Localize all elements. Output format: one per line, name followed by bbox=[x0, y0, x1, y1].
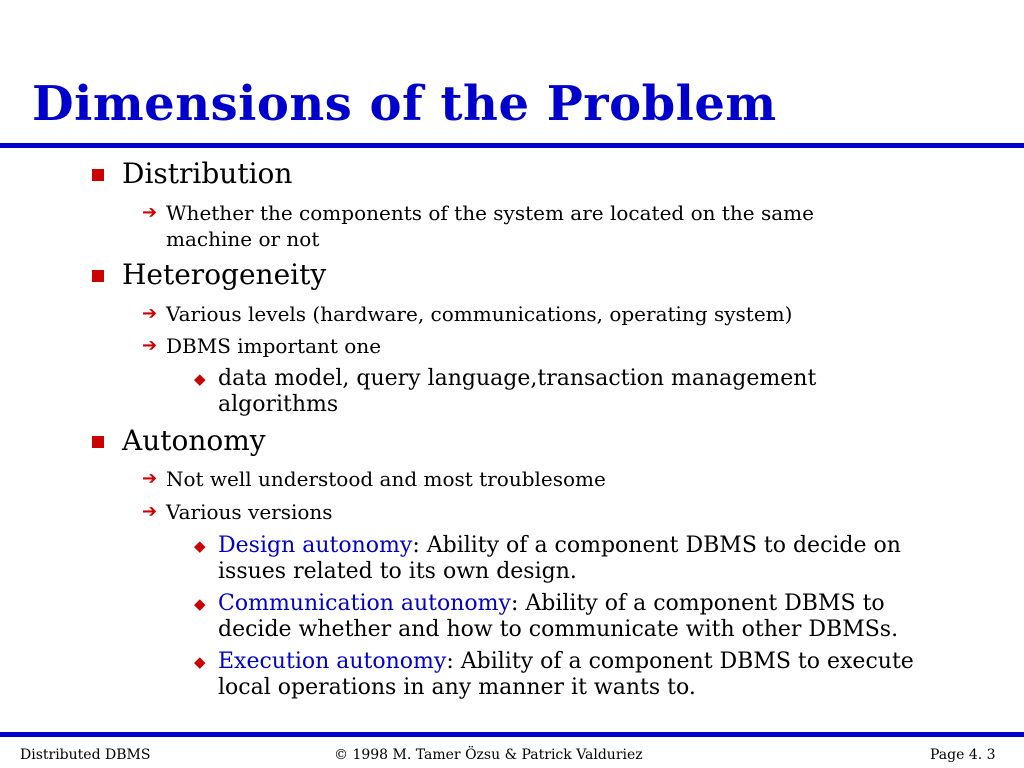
sub-sub-bullet-line: decide whether and how to communicate with other DBMSs. bbox=[218, 617, 899, 642]
bullet-autonomy bbox=[122, 424, 266, 457]
bullet-distribution bbox=[122, 157, 292, 190]
term-execution-autonomy: Execution autonomy bbox=[218, 649, 447, 674]
footer-page-number: Page 4. 3 bbox=[930, 747, 996, 763]
bullet-heading: Autonomy bbox=[122, 424, 266, 457]
diamond-bullet-icon: ◆ bbox=[194, 370, 206, 388]
footer-rule bbox=[0, 732, 1024, 737]
sub-bullet-versions bbox=[142, 499, 333, 525]
sub-bullet-line: machine or not bbox=[166, 227, 320, 251]
square-bullet-icon bbox=[92, 270, 104, 282]
sub-sub-bullet-line: algorithms bbox=[218, 392, 339, 417]
sub-sub-bullet-line bbox=[218, 591, 898, 617]
sub-bullet-dbms bbox=[142, 333, 382, 359]
sub-bullet-levels bbox=[142, 301, 793, 327]
diamond-bullet-icon: ◆ bbox=[194, 537, 206, 555]
sub-sub-bullet-line bbox=[218, 649, 914, 675]
sub-sub-bullet-line: data model, query language,transaction management bbox=[218, 366, 817, 391]
definition-text: : Ability of a component DBMS to decide on bbox=[412, 533, 901, 558]
title-rule bbox=[0, 143, 1024, 148]
bullet-heterogeneity bbox=[122, 258, 326, 291]
sub-sub-bullet-design-autonomy bbox=[194, 533, 901, 585]
square-bullet-icon bbox=[92, 169, 104, 181]
bullet-heading: Heterogeneity bbox=[122, 258, 327, 291]
sub-bullet-line: Whether the components of the system are located on the same bbox=[166, 201, 814, 225]
diamond-bullet-icon: ◆ bbox=[194, 595, 206, 613]
arrow-bullet-icon: ➔ bbox=[142, 202, 158, 223]
term-design-autonomy: Design autonomy bbox=[218, 533, 413, 558]
sub-bullet-troublesome bbox=[142, 466, 606, 492]
term-communication-autonomy: Communication autonomy bbox=[218, 591, 511, 616]
sub-sub-bullet-communication-autonomy bbox=[194, 591, 899, 643]
sub-bullet-location bbox=[142, 200, 814, 252]
slide-title: Dimensions of the Problem bbox=[32, 76, 777, 132]
sub-sub-bullet-line: local operations in any manner it wants to. bbox=[218, 675, 696, 700]
sub-bullet-line: Various levels (hardware, communications, operating system) bbox=[166, 302, 793, 326]
footer-left: Distributed DBMS bbox=[20, 747, 151, 763]
sub-bullet-line: DBMS important one bbox=[166, 334, 382, 358]
sub-sub-bullet-data-model bbox=[194, 366, 817, 418]
sub-sub-bullet-execution-autonomy bbox=[194, 649, 914, 701]
square-bullet-icon bbox=[92, 436, 104, 448]
arrow-bullet-icon: ➔ bbox=[142, 335, 158, 356]
sub-bullet-line: Not well understood and most troublesome bbox=[166, 467, 606, 491]
arrow-bullet-icon: ➔ bbox=[142, 468, 158, 489]
diamond-bullet-icon: ◆ bbox=[194, 653, 206, 671]
bullet-heading: Distribution bbox=[122, 157, 293, 190]
arrow-bullet-icon: ➔ bbox=[142, 303, 158, 324]
sub-sub-bullet-line: issues related to its own design. bbox=[218, 559, 577, 584]
sub-sub-bullet-line bbox=[218, 533, 901, 559]
definition-text: : Ability of a component DBMS to bbox=[510, 591, 885, 616]
definition-text: : Ability of a component DBMS to execute bbox=[446, 649, 914, 674]
sub-bullet-line: Various versions bbox=[166, 500, 333, 524]
arrow-bullet-icon: ➔ bbox=[142, 501, 158, 522]
footer-center: © 1998 M. Tamer Özsu & Patrick Valduriez bbox=[334, 747, 643, 763]
